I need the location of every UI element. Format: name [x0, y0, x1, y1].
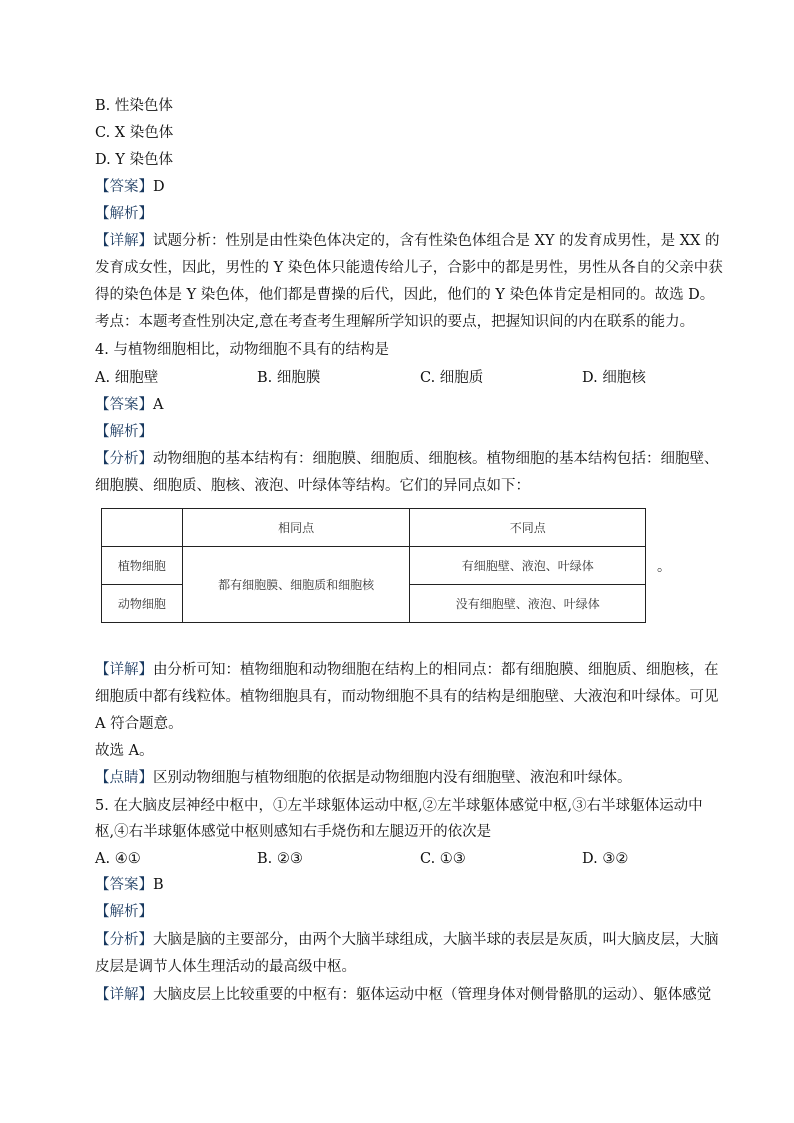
table-row-plant: 植物细胞	[102, 547, 183, 585]
q5-fenxi-line-2: 皮层是调节人体生理活动的最高级中枢。	[95, 959, 356, 975]
detail-text: 大脑皮层上比较重要的中枢有：躯体运动中枢（管理身体对侧骨骼肌的运动）、躯体感觉	[153, 987, 712, 1003]
table-period: 。	[657, 559, 671, 575]
q5-option-a: A. ④①	[95, 851, 141, 867]
q3-option-c: C. X 染色体	[95, 125, 174, 141]
table-animal-diff: 没有细胞壁、液泡、叶绿体	[410, 585, 646, 623]
q4-detail-line-2: 细胞质中都有线粒体。植物细胞具有，而动物细胞不具有的结构是细胞壁、大液泡和叶绿体。可见	[95, 689, 719, 705]
q4-stem: 4. 与植物细胞相比，动物细胞不具有的结构是	[95, 342, 389, 358]
table-row-animal: 动物细胞	[102, 585, 183, 623]
q5-analysis-tag	[95, 902, 153, 922]
q5-option-b: B. ②③	[257, 851, 303, 867]
tip-tag: 【点睛】	[95, 770, 153, 786]
answer-tag: 【答案】	[95, 179, 153, 195]
q3-detail-line-1	[95, 231, 719, 251]
table-header-same: 相同点	[182, 509, 410, 547]
q4-option-c: C. 细胞质	[420, 370, 484, 386]
q3-detail-line-3: 得的染色体是 Y 染色体，他们都是曹操的后代，因此，他们的 Y 染色体肯定是相同的。故选 D。	[95, 287, 715, 303]
q4-tip-line	[95, 768, 632, 788]
answer-tag: 【答案】	[95, 877, 153, 893]
q3-analysis-tag	[95, 204, 153, 224]
answer-value: D	[153, 179, 165, 195]
detail-tag: 【详解】	[95, 233, 153, 249]
fenxi-tag: 【分析】	[95, 451, 153, 467]
q4-analysis-tag	[95, 422, 153, 442]
q5-option-c: C. ①③	[420, 851, 466, 867]
q4-choose: 故选 A。	[95, 743, 154, 759]
fenxi-text: 大脑是脑的主要部分，由两个大脑半球组成，大脑半球的表层是灰质，叫大脑皮层，大脑	[153, 932, 719, 948]
analysis-tag: 【解析】	[95, 904, 153, 920]
q3-option-d: D. Y 染色体	[95, 152, 174, 168]
q3-option-b: B. 性染色体	[95, 98, 173, 114]
comparison-table	[101, 508, 646, 623]
q4-option-a: A. 细胞壁	[95, 370, 159, 386]
q3-detail-line-2: 发育成女性，因此，男性的 Y 染色体只能遗传给儿子，合影中的都是男性，男性从各自的父亲中获	[95, 260, 723, 276]
fenxi-text: 动物细胞的基本结构有：细胞膜、细胞质、细胞核。植物细胞的基本结构包括：细胞壁、	[153, 451, 719, 467]
q4-detail-line-3: A 符合题意。	[95, 716, 183, 732]
detail-text: 由分析可知：植物细胞和动物细胞在结构上的相同点：都有细胞膜、细胞质、细胞核，在	[153, 662, 719, 678]
q4-detail-line-1	[95, 660, 719, 680]
answer-value: A	[153, 397, 164, 413]
table-header-row	[102, 509, 646, 547]
q4-option-d: D. 细胞核	[582, 370, 646, 386]
analysis-tag: 【解析】	[95, 424, 153, 440]
answer-tag: 【答案】	[95, 397, 153, 413]
q5-answer-line	[95, 875, 164, 895]
q4-fenxi-line-1	[95, 449, 719, 469]
analysis-tag: 【解析】	[95, 206, 153, 222]
detail-tag: 【详解】	[95, 662, 153, 678]
tip-text: 区别动物细胞与植物细胞的依据是动物细胞内没有细胞壁、液泡和叶绿体。	[153, 770, 632, 786]
table-plant-diff: 有细胞壁、液泡、叶绿体	[410, 547, 646, 585]
q5-stem-line-1: 5. 在大脑皮层神经中枢中，①左半球躯体运动中枢,②左半球躯体感觉中枢,③右半球躯体运动中	[95, 798, 703, 814]
q5-detail-line-1	[95, 985, 711, 1005]
q3-answer-line	[95, 177, 165, 197]
q4-fenxi-line-2: 细胞膜、细胞质、胞核、液泡、叶绿体等结构。它们的异同点如下：	[95, 478, 530, 494]
q5-stem-line-2: 枢,④右半球躯体感觉中枢则感知右手烧伤和左腿迈开的依次是	[95, 824, 492, 840]
q5-fenxi-line-1	[95, 930, 719, 950]
fenxi-tag: 【分析】	[95, 932, 153, 948]
table-same-cell: 都有细胞膜、细胞质和细胞核	[182, 547, 410, 623]
table-header-diff: 不同点	[410, 509, 646, 547]
q4-option-b: B. 细胞膜	[257, 370, 321, 386]
q3-exam-point: 考点：本题考查性别决定,意在考查考生理解所学知识的要点，把握知识间的内在联系的能力。	[95, 314, 695, 330]
answer-value: B	[153, 877, 164, 893]
table-corner-cell	[102, 509, 183, 547]
table-row	[102, 547, 646, 585]
q4-answer-line	[95, 395, 163, 415]
q5-option-d: D. ③②	[582, 851, 629, 867]
detail-tag: 【详解】	[95, 987, 153, 1003]
detail-text: 试题分析：性别是由性染色体决定的，含有性染色体组合是 XY 的发育成男性，是 XX 的	[153, 233, 720, 249]
